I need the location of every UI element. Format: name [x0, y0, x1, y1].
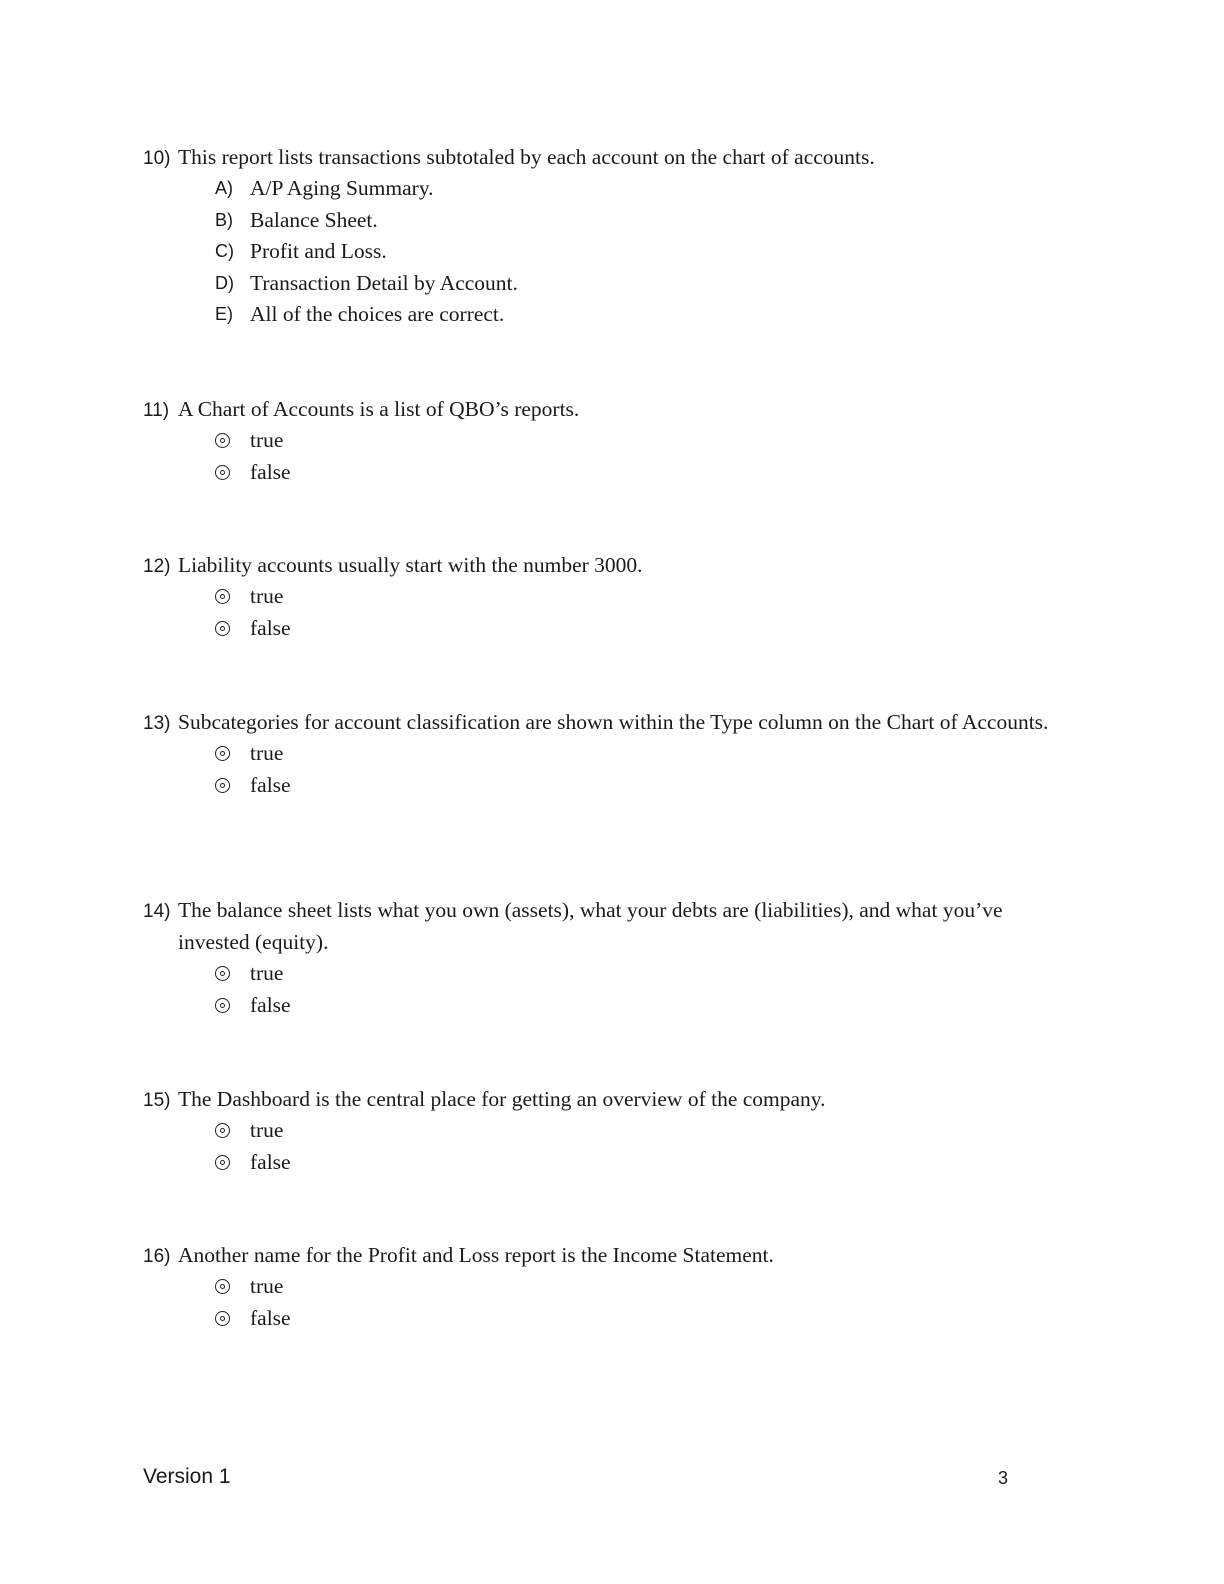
option-text: true [250, 1274, 284, 1299]
answer-options [215, 958, 1063, 1021]
answer-options [215, 173, 1063, 331]
option-text: false [250, 1305, 291, 1330]
radio-button-icon[interactable] [215, 589, 250, 604]
radio-button-icon[interactable] [215, 746, 250, 761]
answer-option-c[interactable] [215, 236, 1063, 268]
option-text: Profit and Loss. [250, 239, 387, 264]
answer-option-true[interactable] [215, 1115, 1063, 1147]
radio-button-icon[interactable] [215, 621, 250, 636]
radio-button-icon[interactable] [215, 465, 250, 480]
option-text: true [250, 428, 284, 453]
answer-options [215, 581, 1063, 644]
answer-option-false[interactable] [215, 457, 1063, 489]
question-stem [143, 706, 1063, 738]
question-10 [143, 141, 1063, 331]
question-number: 16) [143, 1246, 171, 1267]
question-text: Another name for the Profit and Loss report is the Income Statement. [178, 1243, 774, 1267]
answer-option-true[interactable] [215, 738, 1063, 770]
answer-option-false[interactable] [215, 1147, 1063, 1179]
question-text: Liability accounts usually start with the number 3000. [178, 553, 643, 577]
option-letter: A) [215, 178, 233, 199]
radio-button-icon[interactable] [215, 1123, 250, 1138]
answer-option-true[interactable] [215, 581, 1063, 613]
option-text: false [250, 1149, 291, 1174]
answer-option-true[interactable] [215, 1271, 1063, 1303]
option-text: All of the choices are correct. [250, 302, 505, 327]
question-text: Subcategories for account classification are shown within the Type column on the Chart of Accounts. [178, 710, 1049, 734]
answer-option-b[interactable] [215, 205, 1063, 237]
option-text: Transaction Detail by Account. [250, 270, 518, 295]
radio-button-icon[interactable] [215, 1311, 250, 1326]
question-16 [143, 1239, 1063, 1334]
option-text: true [250, 741, 284, 766]
question-number: 11) [143, 400, 170, 421]
question-text: The balance sheet lists what you own (assets), what your debts are (liabilities), and what you’ve invested (equity). [178, 898, 1003, 954]
footer-page-number: 3 [998, 1468, 1009, 1488]
question-15 [143, 1083, 1063, 1178]
question-stem [143, 549, 1063, 581]
option-text: false [250, 459, 291, 484]
question-number: 15) [143, 1090, 171, 1111]
question-text: The Dashboard is the central place for getting an overview of the company. [178, 1087, 826, 1111]
question-number: 10) [143, 148, 171, 169]
radio-button-icon[interactable] [215, 998, 250, 1013]
answer-option-e[interactable] [215, 299, 1063, 331]
option-text: true [250, 1118, 284, 1143]
option-text: false [250, 615, 291, 640]
option-text: true [250, 961, 284, 986]
question-number: 14) [143, 901, 171, 922]
option-text: false [250, 772, 291, 797]
answer-option-a[interactable] [215, 173, 1063, 205]
answer-option-false[interactable] [215, 1303, 1063, 1335]
question-stem [143, 141, 1063, 173]
option-text: A/P Aging Summary. [250, 176, 434, 201]
option-text: Balance Sheet. [250, 207, 378, 232]
question-13 [143, 706, 1063, 801]
question-stem [143, 1083, 1063, 1115]
question-stem [143, 393, 1063, 425]
question-stem [143, 1239, 1063, 1271]
option-letter: E) [215, 304, 233, 325]
question-text: This report lists transactions subtotaled by each account on the chart of accounts. [178, 145, 875, 169]
answer-options [215, 738, 1063, 801]
answer-option-true[interactable] [215, 425, 1063, 457]
radio-button-icon[interactable] [215, 1155, 250, 1170]
answer-option-false[interactable] [215, 990, 1063, 1022]
radio-button-icon[interactable] [215, 1279, 250, 1294]
radio-button-icon[interactable] [215, 966, 250, 981]
question-text: A Chart of Accounts is a list of QBO’s reports. [178, 397, 580, 421]
question-14 [143, 894, 1063, 1021]
question-11 [143, 393, 1063, 488]
answer-option-true[interactable] [215, 958, 1063, 990]
option-letter: C) [215, 241, 234, 262]
answer-option-false[interactable] [215, 613, 1063, 645]
question-number: 12) [143, 556, 171, 577]
question-12 [143, 549, 1063, 644]
question-number: 13) [143, 713, 171, 734]
option-text: false [250, 992, 291, 1017]
answer-options [215, 1271, 1063, 1334]
answer-options [215, 1115, 1063, 1178]
answer-option-false[interactable] [215, 770, 1063, 802]
question-stem [143, 894, 1063, 958]
option-letter: D) [215, 272, 234, 293]
radio-button-icon[interactable] [215, 778, 250, 793]
answer-options [215, 425, 1063, 488]
option-text: true [250, 584, 284, 609]
radio-button-icon[interactable] [215, 433, 250, 448]
option-letter: B) [215, 209, 233, 230]
answer-option-d[interactable] [215, 268, 1063, 300]
footer-version: Version 1 [143, 1465, 231, 1488]
